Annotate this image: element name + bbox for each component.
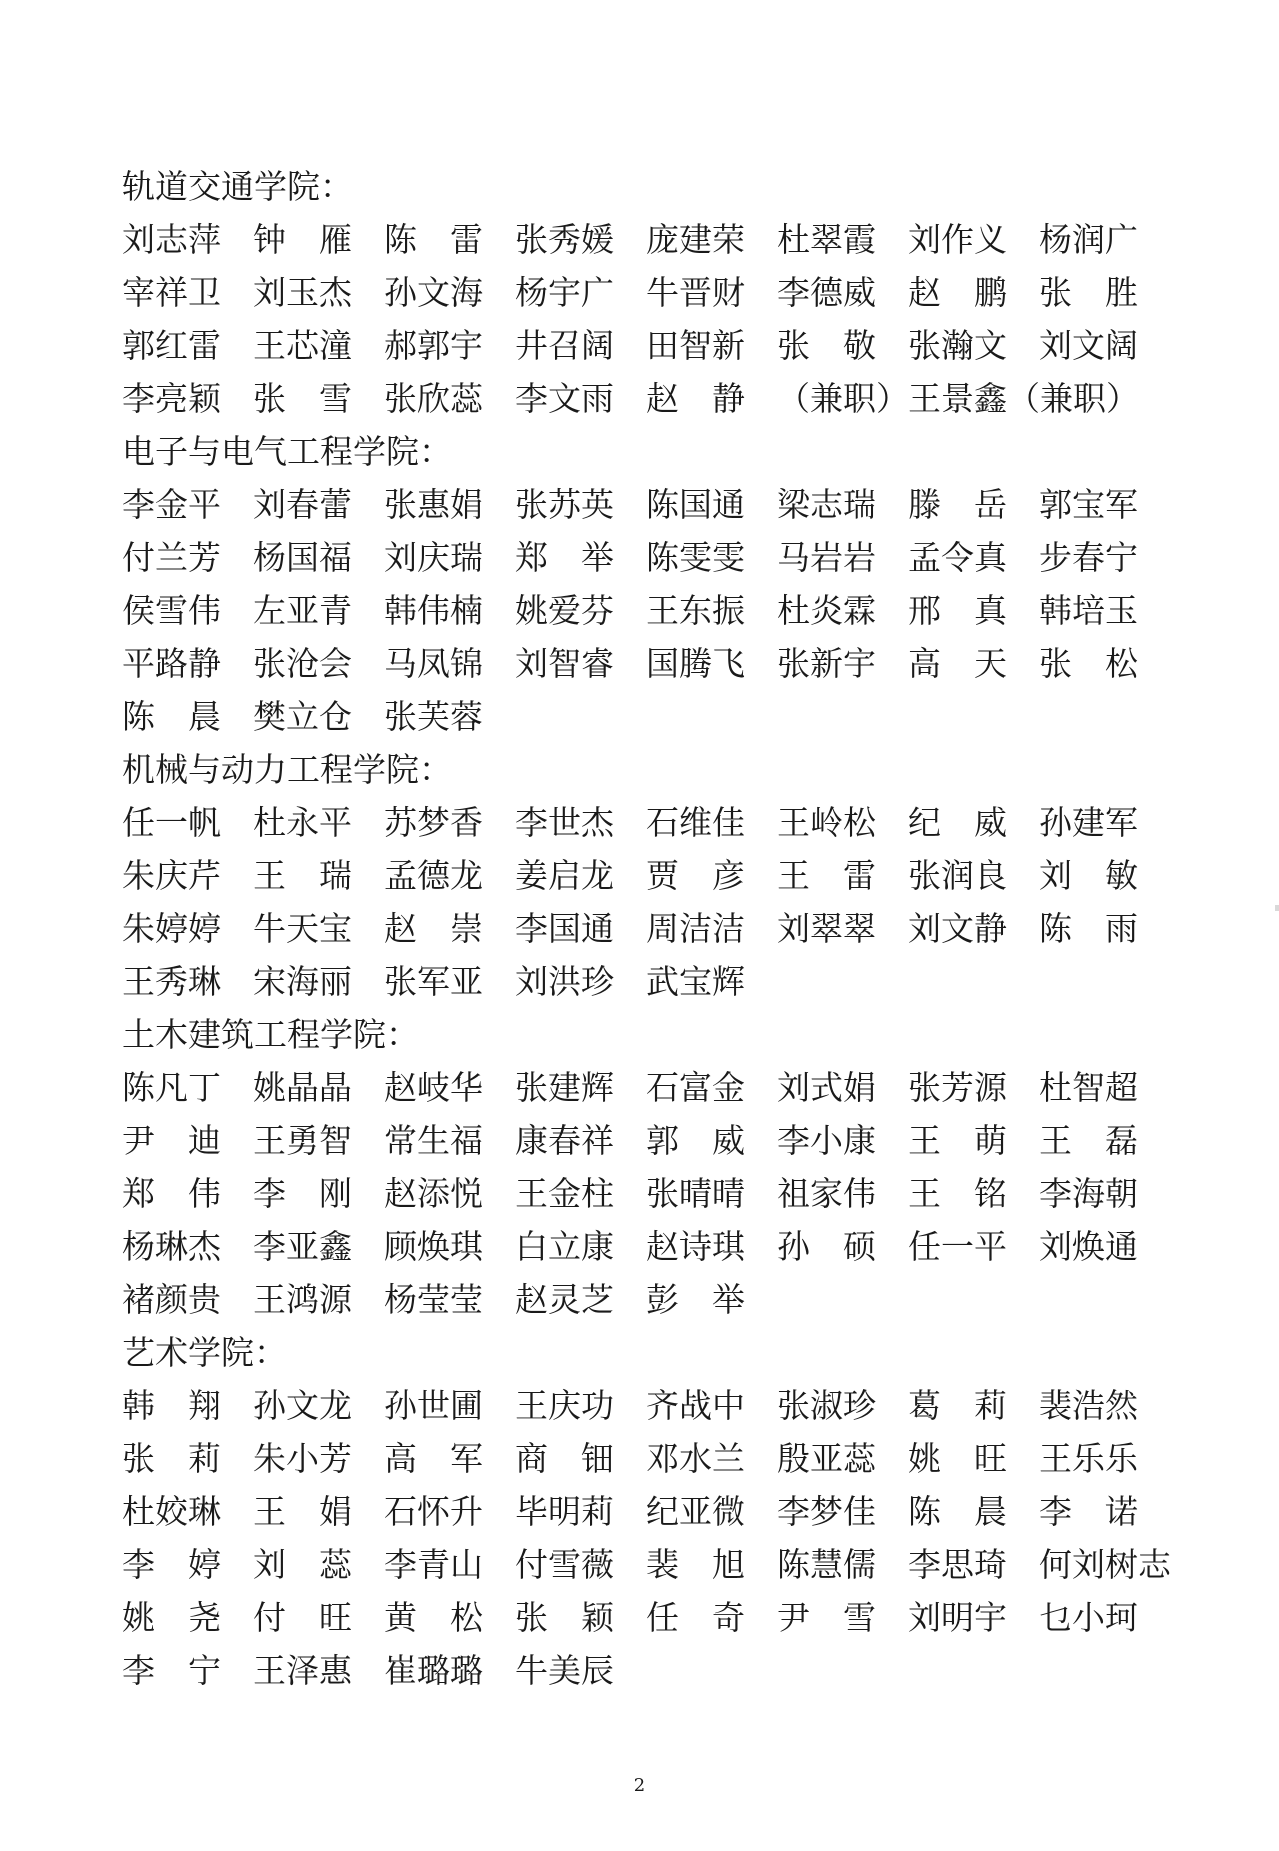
- person-name: 任一帆: [122, 803, 221, 842]
- person-name: 张欣蕊: [384, 379, 483, 418]
- person-name: 赵 崇: [384, 909, 483, 948]
- person-name: 商 钿: [515, 1439, 614, 1478]
- name-row: [122, 1538, 1182, 1591]
- person-name: 李亮颖: [122, 379, 221, 418]
- person-name: 李金平: [122, 485, 221, 524]
- department-title: 艺术学院：: [122, 1333, 287, 1372]
- person-name: 刘文阔: [1039, 326, 1138, 365]
- person-name: 郑 举: [515, 538, 614, 577]
- name-row: [122, 478, 1182, 531]
- person-name: 王 娟: [253, 1492, 352, 1531]
- person-name: 裴浩然: [1039, 1386, 1138, 1425]
- person-name: 左亚青: [253, 591, 352, 630]
- person-name: 杨莹莹: [384, 1280, 483, 1319]
- person-name: 张润良: [908, 856, 1007, 895]
- person-name: 葛 莉: [908, 1386, 1007, 1425]
- person-name: 周洁洁: [646, 909, 745, 948]
- name-row: [122, 1432, 1182, 1485]
- person-name: 王 瑞: [253, 856, 352, 895]
- staff-list: [122, 160, 1182, 1697]
- person-name: 任一平: [908, 1227, 1007, 1266]
- person-name: 刘文静: [908, 909, 1007, 948]
- person-name: 张军亚: [384, 962, 483, 1001]
- person-name: 杜翠霞: [777, 220, 876, 259]
- person-name: 褚颜贵: [122, 1280, 221, 1319]
- person-name: 李 婷: [122, 1545, 221, 1584]
- person-name: 钟 雁: [253, 220, 352, 259]
- person-name: 纪 威: [908, 803, 1007, 842]
- person-name: 牛美辰: [515, 1651, 614, 1690]
- person-name: 李青山: [384, 1545, 483, 1584]
- person-name: 赵灵芝: [515, 1280, 614, 1319]
- person-name: 庞建荣: [646, 220, 745, 259]
- person-name: 陈 晨: [908, 1492, 1007, 1531]
- person-name: 王岭松: [777, 803, 876, 842]
- name-row: [122, 372, 1182, 425]
- person-name: 邢 真: [908, 591, 1007, 630]
- person-name: 姜启龙: [515, 856, 614, 895]
- person-name: 彭 举: [646, 1280, 745, 1319]
- person-name: 顾焕琪: [384, 1227, 483, 1266]
- person-name: 王东振: [646, 591, 745, 630]
- person-name: 武宝辉: [646, 962, 745, 1001]
- name-row: [122, 213, 1182, 266]
- person-name: 常生福: [384, 1121, 483, 1160]
- person-name: 陈凡丁: [122, 1068, 221, 1107]
- person-name: 田智新: [646, 326, 745, 365]
- person-name: 张 莉: [122, 1439, 221, 1478]
- person-name: 刘洪珍: [515, 962, 614, 1001]
- person-name: 郝郭宇: [384, 326, 483, 365]
- name-row: [122, 1061, 1182, 1114]
- person-name: 赵 鹏: [908, 273, 1007, 312]
- person-name: 刘春蕾: [253, 485, 352, 524]
- person-name: 王 磊: [1039, 1121, 1138, 1160]
- person-name: 王 铭: [908, 1174, 1007, 1213]
- person-name: 齐战中: [646, 1386, 745, 1425]
- person-name: 张秀媛: [515, 220, 614, 259]
- person-name: 孟德龙: [384, 856, 483, 895]
- person-name: 王 萌: [908, 1121, 1007, 1160]
- person-name: 赵 静: [646, 379, 745, 418]
- person-name: 张 胜: [1039, 273, 1138, 312]
- person-name: 刘式娟: [777, 1068, 876, 1107]
- person-name: 王鸿源: [253, 1280, 352, 1319]
- person-name: 王泽惠: [253, 1651, 352, 1690]
- person-name: 殷亚蕊: [777, 1439, 876, 1478]
- person-name: 孙文龙: [253, 1386, 352, 1425]
- person-name: 任 奇: [646, 1598, 745, 1637]
- person-name: 牛天宝: [253, 909, 352, 948]
- person-name: 姚 尧: [122, 1598, 221, 1637]
- person-name: 陈 晨: [122, 697, 221, 736]
- person-name: 韩伟楠: [384, 591, 483, 630]
- person-name: 朱婷婷: [122, 909, 221, 948]
- name-row: [122, 1114, 1182, 1167]
- person-name: 刘明宇: [908, 1598, 1007, 1637]
- person-name: 张沧会: [253, 644, 352, 683]
- person-name: 刘智睿: [515, 644, 614, 683]
- person-name: 滕 岳: [908, 485, 1007, 524]
- person-name: 刘玉杰: [253, 273, 352, 312]
- person-name: 张建辉: [515, 1068, 614, 1107]
- person-name: 康春祥: [515, 1121, 614, 1160]
- person-name: 乜小珂: [1039, 1598, 1138, 1637]
- person-name: 孙 硕: [777, 1227, 876, 1266]
- page-number: 2: [633, 1775, 646, 1796]
- person-name: 杨国福: [253, 538, 352, 577]
- person-name: 王景鑫（兼职）: [908, 379, 1139, 418]
- person-name: 国腾飞: [646, 644, 745, 683]
- person-name: 张 松: [1039, 644, 1138, 683]
- person-name: 高 天: [908, 644, 1007, 683]
- person-name: 杨润广: [1039, 220, 1138, 259]
- person-name: 张晴晴: [646, 1174, 745, 1213]
- person-name: 李海朝: [1039, 1174, 1138, 1213]
- person-name: 黄 松: [384, 1598, 483, 1637]
- name-row: [122, 531, 1182, 584]
- name-row: [122, 584, 1182, 637]
- person-name: 孙建军: [1039, 803, 1138, 842]
- person-name: 姚晶晶: [253, 1068, 352, 1107]
- name-row: [122, 902, 1182, 955]
- person-name: 步春宁: [1039, 538, 1138, 577]
- person-name: 韩培玉: [1039, 591, 1138, 630]
- person-name: 朱小芳: [253, 1439, 352, 1478]
- person-name: 石怀升: [384, 1492, 483, 1531]
- person-name: 高 军: [384, 1439, 483, 1478]
- person-name: 祖家伟: [777, 1174, 876, 1213]
- person-name: 樊立仓: [253, 697, 352, 736]
- person-name: 毕明莉: [515, 1492, 614, 1531]
- department-title: 机械与动力工程学院：: [122, 750, 452, 789]
- person-name: 杨琳杰: [122, 1227, 221, 1266]
- person-name: 付雪薇: [515, 1545, 614, 1584]
- person-name: 孙文海: [384, 273, 483, 312]
- person-name: 马凤锦: [384, 644, 483, 683]
- person-name: 苏梦香: [384, 803, 483, 842]
- person-name: 马岩岩: [777, 538, 876, 577]
- person-name: 纪亚微: [646, 1492, 745, 1531]
- person-name: 侯雪伟: [122, 591, 221, 630]
- person-name: 贾 彦: [646, 856, 745, 895]
- person-name: 张芳源: [908, 1068, 1007, 1107]
- department-title: 土木建筑工程学院：: [122, 1015, 419, 1054]
- person-name: 张淑珍: [777, 1386, 876, 1425]
- person-name: 孙世圃: [384, 1386, 483, 1425]
- person-name: 刘 蕊: [253, 1545, 352, 1584]
- person-name: 张芙蓉: [384, 697, 483, 736]
- person-name: 王秀琳: [122, 962, 221, 1001]
- person-name: 刘焕通: [1039, 1227, 1138, 1266]
- person-name: （兼职）: [777, 379, 909, 418]
- person-name: 李文雨: [515, 379, 614, 418]
- person-name: 郭宝军: [1039, 485, 1138, 524]
- scan-mark: [1275, 905, 1279, 911]
- person-name: 郭 威: [646, 1121, 745, 1160]
- person-name: 宰祥卫: [122, 273, 221, 312]
- name-row: [122, 319, 1182, 372]
- person-name: 李小康: [777, 1121, 876, 1160]
- person-name: 赵诗琪: [646, 1227, 745, 1266]
- name-row: [122, 637, 1182, 690]
- person-name: 尹 迪: [122, 1121, 221, 1160]
- person-name: 张瀚文: [908, 326, 1007, 365]
- person-name: 何刘树志: [1039, 1545, 1171, 1584]
- person-name: 李思琦: [908, 1545, 1007, 1584]
- name-row: [122, 1644, 1182, 1697]
- name-row: [122, 1591, 1182, 1644]
- name-row: [122, 1485, 1182, 1538]
- name-row: [122, 1220, 1182, 1273]
- person-name: 李亚鑫: [253, 1227, 352, 1266]
- person-name: 王金柱: [515, 1174, 614, 1213]
- person-name: 张 颖: [515, 1598, 614, 1637]
- person-name: 李 诺: [1039, 1492, 1138, 1531]
- person-name: 张苏英: [515, 485, 614, 524]
- person-name: 李 宁: [122, 1651, 221, 1690]
- person-name: 张新宇: [777, 644, 876, 683]
- person-name: 赵添悦: [384, 1174, 483, 1213]
- name-row: [122, 1273, 1182, 1326]
- person-name: 邓水兰: [646, 1439, 745, 1478]
- person-name: 牛晋财: [646, 273, 745, 312]
- person-name: 李世杰: [515, 803, 614, 842]
- person-name: 崔璐璐: [384, 1651, 483, 1690]
- person-name: 孟令真: [908, 538, 1007, 577]
- person-name: 付 旺: [253, 1598, 352, 1637]
- person-name: 张惠娟: [384, 485, 483, 524]
- person-name: 杨宇广: [515, 273, 614, 312]
- person-name: 刘志萍: [122, 220, 221, 259]
- name-row: [122, 266, 1182, 319]
- person-name: 裴 旭: [646, 1545, 745, 1584]
- name-row: [122, 955, 1182, 1008]
- person-name: 李梦佳: [777, 1492, 876, 1531]
- person-name: 陈雯雯: [646, 538, 745, 577]
- department-title: 电子与电气工程学院：: [122, 432, 452, 471]
- person-name: 李国通: [515, 909, 614, 948]
- person-name: 刘作义: [908, 220, 1007, 259]
- person-name: 刘 敏: [1039, 856, 1138, 895]
- person-name: 石富金: [646, 1068, 745, 1107]
- name-row: [122, 849, 1182, 902]
- person-name: 尹 雪: [777, 1598, 876, 1637]
- person-name: 姚爱芬: [515, 591, 614, 630]
- person-name: 王 雷: [777, 856, 876, 895]
- person-name: 刘庆瑞: [384, 538, 483, 577]
- person-name: 张 敬: [777, 326, 876, 365]
- person-name: 王乐乐: [1039, 1439, 1138, 1478]
- name-row: [122, 796, 1182, 849]
- person-name: 平路静: [122, 644, 221, 683]
- person-name: 陈 雷: [384, 220, 483, 259]
- person-name: 郭红雷: [122, 326, 221, 365]
- person-name: 宋海丽: [253, 962, 352, 1001]
- person-name: 陈 雨: [1039, 909, 1138, 948]
- person-name: 朱庆芹: [122, 856, 221, 895]
- person-name: 井召阔: [515, 326, 614, 365]
- person-name: 姚 旺: [908, 1439, 1007, 1478]
- person-name: 李 刚: [253, 1174, 352, 1213]
- person-name: 梁志瑞: [777, 485, 876, 524]
- name-row: [122, 690, 1182, 743]
- person-name: 杜永平: [253, 803, 352, 842]
- person-name: 李德威: [777, 273, 876, 312]
- person-name: 陈国通: [646, 485, 745, 524]
- person-name: 韩 翔: [122, 1386, 221, 1425]
- person-name: 石维佳: [646, 803, 745, 842]
- name-row: [122, 1167, 1182, 1220]
- person-name: 张 雪: [253, 379, 352, 418]
- person-name: 白立康: [515, 1227, 614, 1266]
- person-name: 郑 伟: [122, 1174, 221, 1213]
- person-name: 杜炎霖: [777, 591, 876, 630]
- person-name: 杜智超: [1039, 1068, 1138, 1107]
- person-name: 刘翠翠: [777, 909, 876, 948]
- department-title: 轨道交通学院：: [122, 167, 353, 206]
- person-name: 赵岐华: [384, 1068, 483, 1107]
- person-name: 王庆功: [515, 1386, 614, 1425]
- person-name: 陈慧儒: [777, 1545, 876, 1584]
- person-name: 王勇智: [253, 1121, 352, 1160]
- person-name: 杜姣琳: [122, 1492, 221, 1531]
- person-name: 王芯潼: [253, 326, 352, 365]
- person-name: 付兰芳: [122, 538, 221, 577]
- name-row: [122, 1379, 1182, 1432]
